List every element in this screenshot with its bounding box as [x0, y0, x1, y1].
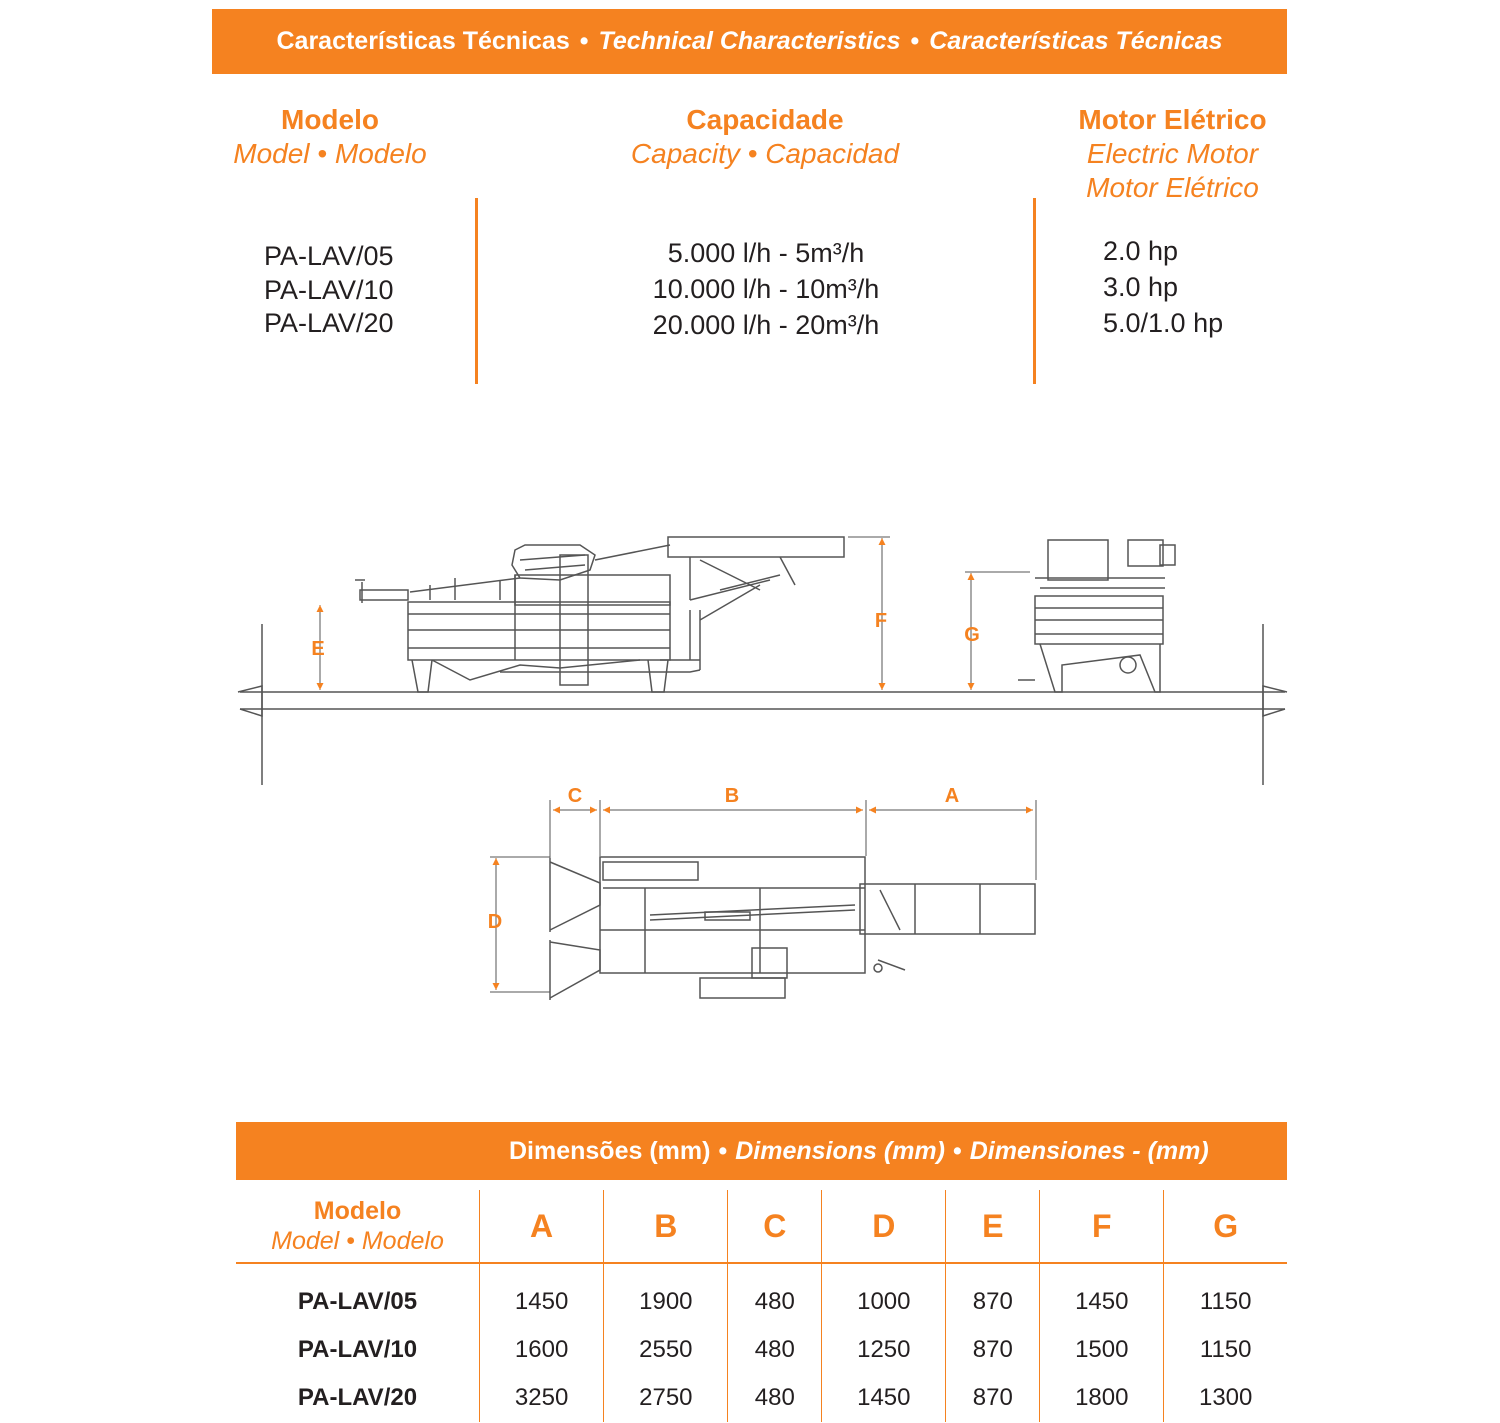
banner-separator: •	[952, 1136, 962, 1165]
table-row	[236, 1263, 1287, 1326]
cell-f: 1800	[1040, 1374, 1164, 1422]
banner-separator: •	[579, 27, 589, 55]
column-header-g: G	[1164, 1190, 1287, 1263]
column-header-d: D	[822, 1190, 946, 1263]
cell-g: 1150	[1164, 1326, 1287, 1374]
capacity-value: 10.000 l/h - 10m³/h	[652, 274, 880, 304]
motor-subheading-pt: Motor Elétrico	[1086, 172, 1259, 203]
model-column-header	[236, 1190, 480, 1263]
cell-e: 870	[946, 1263, 1040, 1326]
model-subheader: Model • Modelo	[271, 1227, 444, 1255]
model-value: PA-LAV/10	[264, 275, 394, 305]
cell-e: 870	[946, 1374, 1040, 1422]
motor-value: 3.0 hp	[1103, 272, 1179, 302]
side-elevation-view	[238, 537, 1287, 785]
capacity-value: 20.000 l/h - 20m³/h	[652, 310, 880, 340]
table-row	[236, 1326, 1287, 1374]
cell-g: 1300	[1164, 1374, 1287, 1422]
cell-c: 480	[728, 1374, 822, 1422]
column-header-f: F	[1040, 1190, 1164, 1263]
column-header-e: E	[946, 1190, 1040, 1263]
cell-e: 870	[946, 1326, 1040, 1374]
cell-d: 1450	[822, 1374, 946, 1422]
cell-b: 2750	[604, 1374, 728, 1422]
dimension-label-f: F	[874, 610, 888, 632]
motor-value: 5.0/1.0 hp	[1103, 308, 1224, 338]
cell-f: 1450	[1040, 1263, 1164, 1326]
cell-g: 1150	[1164, 1263, 1287, 1326]
dimensions-title-es: Dimensiones - (mm)	[969, 1136, 1209, 1165]
column-header-b: B	[604, 1190, 728, 1263]
cell-c: 480	[728, 1326, 822, 1374]
dimension-label-b: B	[724, 785, 740, 807]
capacity-value: 5.000 l/h - 5m³/h	[667, 238, 865, 268]
motor-value: 2.0 hp	[1103, 236, 1179, 266]
cell-a: 1600	[480, 1326, 604, 1374]
cell-d: 1250	[822, 1326, 946, 1374]
dimensions-title-pt: Dimensões (mm)	[509, 1136, 711, 1165]
end-elevation-view	[1018, 540, 1175, 692]
cell-b: 1900	[604, 1263, 728, 1326]
row-model: PA-LAV/05	[297, 1288, 418, 1315]
capacity-subheading: Capacity • Capacidad	[630, 138, 900, 169]
dimension-label-e: E	[311, 638, 325, 660]
column-header-a: A	[480, 1190, 604, 1263]
motor-heading: Motor Elétrico	[1078, 104, 1267, 135]
row-model: PA-LAV/10	[297, 1336, 418, 1363]
motor-subheading-en: Electric Motor	[1086, 138, 1259, 169]
cell-c: 480	[728, 1263, 822, 1326]
banner-title-es: Características Técnicas	[929, 27, 1223, 55]
table-header-row	[236, 1190, 1287, 1263]
dimension-lines	[320, 537, 1036, 992]
dimensions-banner	[236, 1122, 1287, 1180]
cell-b: 2550	[604, 1326, 728, 1374]
model-heading: Modelo	[281, 104, 379, 135]
banner-separator: •	[910, 27, 920, 55]
banner-title-en: Technical Characteristics	[598, 27, 901, 55]
dimensions-table	[236, 1190, 1287, 1422]
model-subheading: Model • Modelo	[233, 138, 427, 169]
cell-f: 1500	[1040, 1326, 1164, 1374]
row-model: PA-LAV/20	[297, 1384, 418, 1411]
model-header: Modelo	[313, 1197, 402, 1225]
column-header-c: C	[728, 1190, 822, 1263]
model-value: PA-LAV/05	[264, 241, 394, 271]
cell-a: 3250	[480, 1374, 604, 1422]
dimension-label-d: D	[487, 911, 503, 933]
capacity-heading: Capacidade	[686, 104, 844, 135]
dimensions-title-en: Dimensions (mm)	[735, 1136, 945, 1165]
dimension-label-g: G	[964, 624, 980, 646]
cell-a: 1450	[480, 1263, 604, 1326]
banner-separator: •	[718, 1136, 728, 1165]
banner-title-pt: Características Técnicas	[276, 27, 570, 55]
model-value: PA-LAV/20	[264, 308, 394, 338]
dimension-label-c: C	[567, 785, 583, 807]
plan-view	[550, 857, 1035, 1000]
dimension-label-a: A	[944, 785, 960, 807]
table-row	[236, 1374, 1287, 1422]
cell-d: 1000	[822, 1263, 946, 1326]
